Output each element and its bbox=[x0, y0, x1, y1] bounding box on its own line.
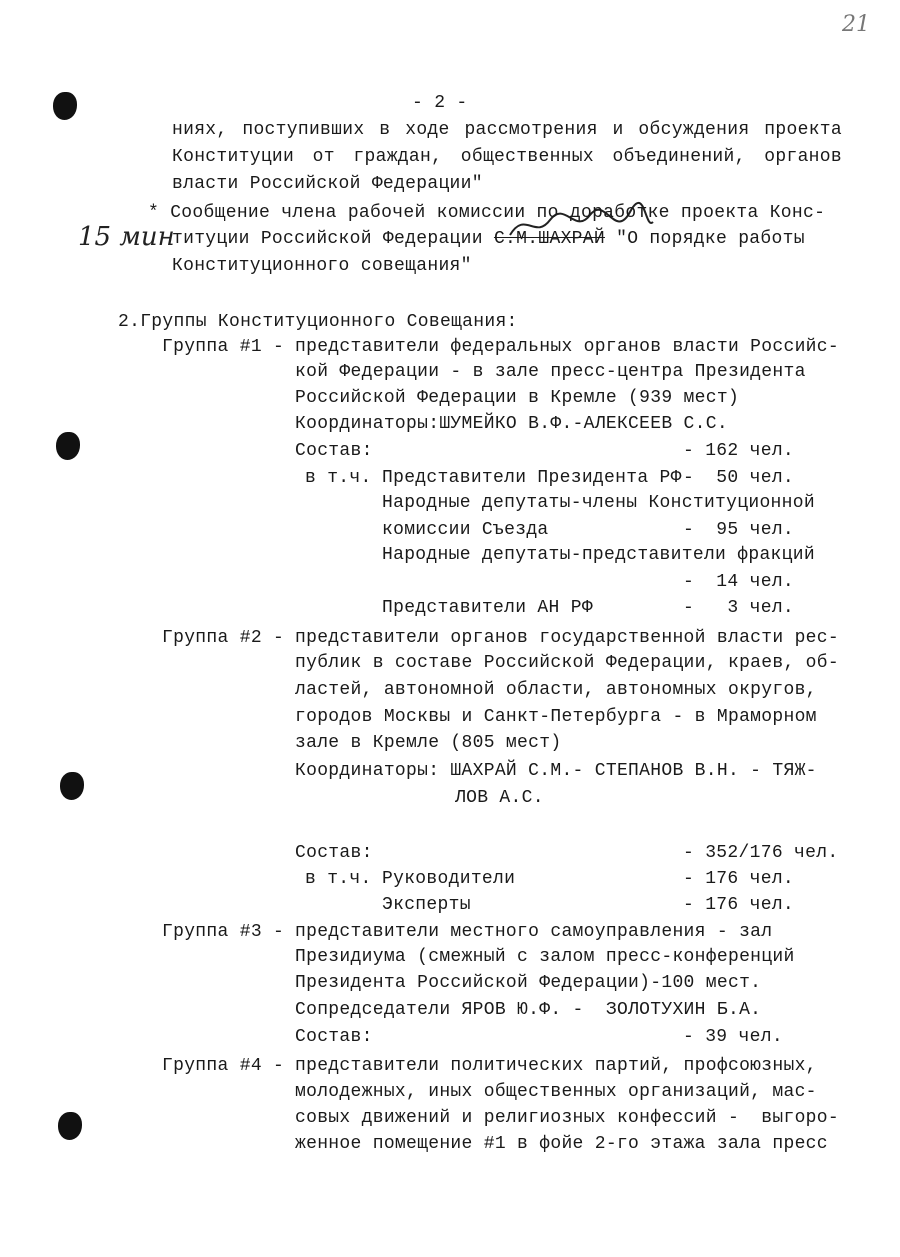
member-count: - 176 чел. bbox=[683, 869, 795, 889]
group-label: Группа #4 - bbox=[162, 1056, 285, 1076]
member-count: - 95 чел. bbox=[683, 520, 795, 540]
member-name: Эксперты bbox=[382, 895, 471, 915]
group-line: кой Федерации - в зале пресс-центра Президента bbox=[295, 362, 806, 382]
page-number: - 2 - bbox=[412, 93, 468, 113]
group-line: женное помещение #1 в фойе 2-го этажа зала пресс bbox=[295, 1134, 828, 1154]
handwritten-duration-note: 15 мин bbox=[78, 222, 175, 252]
intro-line: власти Российской Федерации" bbox=[172, 174, 483, 194]
member-count: - 176 чел. bbox=[683, 895, 795, 915]
composition-label: Состав: bbox=[295, 441, 373, 461]
composition-label: Состав: bbox=[295, 1027, 373, 1047]
group-line: представители органов государственной власти рес- bbox=[295, 628, 839, 648]
group-line: Президента Российской Федерации)-100 мест. bbox=[295, 973, 762, 993]
agenda-item: * Сообщение члена рабочей комиссии по доработке проекта Конс- bbox=[148, 203, 826, 223]
group-line: Сопредседатели ЯРОВ Ю.Ф. - ЗОЛОТУХИН Б.А. bbox=[295, 1000, 762, 1020]
group-line: представители местного самоуправления - зал bbox=[295, 922, 773, 942]
member-name: Руководители bbox=[382, 869, 516, 889]
group-line: Координаторы:ШУМЕЙКО В.Ф.-АЛЕКСЕЕВ С.С. bbox=[295, 414, 728, 434]
member-name: Представители АН РФ bbox=[382, 598, 593, 618]
group-line: Президиума (смежный с залом пресс-конференций bbox=[295, 947, 795, 967]
intro-line: ниях, поступивших в ходе рассмотрения и обсуждения проекта bbox=[172, 120, 842, 140]
hole-punch bbox=[56, 432, 80, 460]
group-label: Группа #3 - bbox=[162, 922, 285, 942]
member-name: комиссии Съезда bbox=[382, 520, 549, 540]
member-count: - 14 чел. bbox=[683, 572, 795, 592]
group-line: Российской Федерации в Кремле (939 мест) bbox=[295, 388, 740, 408]
handwritten-sheet-number: 21 bbox=[842, 12, 870, 37]
member-count: - 50 чел. bbox=[683, 468, 795, 488]
composition-total: - 39 чел. bbox=[683, 1027, 783, 1047]
struck-name: С.М.ШАХРАЙ bbox=[493, 229, 605, 249]
member-name: Представители Президента РФ bbox=[382, 468, 682, 488]
intro-line: Конституции от граждан, общественных объединений, органов bbox=[172, 147, 842, 167]
member-count: - 3 чел. bbox=[683, 598, 795, 618]
hole-punch bbox=[60, 772, 84, 800]
group-line: Координаторы: ШАХРАЙ С.М.- СТЕПАНОВ В.Н. - ТЯЖ- bbox=[295, 761, 817, 781]
group-line: представители федеральных органов власти Российс- bbox=[295, 337, 839, 357]
incl-label: в т.ч. bbox=[305, 468, 372, 488]
member-name: Народные депутаты-представители фракций bbox=[382, 545, 815, 565]
incl-label: в т.ч. bbox=[305, 869, 372, 889]
agenda-text: титуции Российской Федерации bbox=[172, 229, 494, 249]
group-label: Группа #1 - bbox=[162, 337, 285, 357]
member-name: Народные депутаты-члены Конституционной bbox=[382, 493, 815, 513]
group-line: городов Москвы и Санкт-Петербурга - в Мраморном bbox=[295, 707, 817, 727]
group-line: публик в составе Российской Федерации, краев, об- bbox=[295, 653, 839, 673]
group-line: совых движений и религиозных конфессий - выгоро- bbox=[295, 1108, 839, 1128]
section-title: 2.Группы Конституционного Совещания: bbox=[118, 312, 518, 332]
hole-punch bbox=[53, 92, 77, 120]
group-label: Группа #2 - bbox=[162, 628, 285, 648]
composition-total: - 352/176 чел. bbox=[683, 843, 839, 863]
composition-total: - 162 чел. bbox=[683, 441, 795, 461]
agenda-item: Конституционного совещания" bbox=[172, 256, 472, 276]
agenda-item bbox=[172, 229, 805, 249]
group-line: представители политических партий, профсоюзных, bbox=[295, 1056, 817, 1076]
composition-label: Состав: bbox=[295, 843, 373, 863]
group-line: ластей, автономной области, автономных округов, bbox=[295, 680, 817, 700]
hole-punch bbox=[58, 1112, 82, 1140]
group-line: молодежных, иных общественных организаций, мас- bbox=[295, 1082, 817, 1102]
group-line: ЛОВ А.С. bbox=[455, 788, 544, 808]
agenda-text: "О порядке работы bbox=[604, 229, 805, 249]
group-line: зале в Кремле (805 мест) bbox=[295, 733, 562, 753]
